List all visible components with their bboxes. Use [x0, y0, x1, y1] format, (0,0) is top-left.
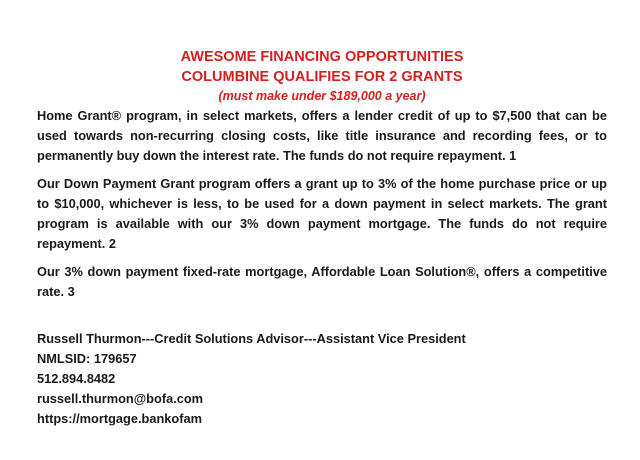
headline: AWESOME FINANCING OPPORTUNITIES	[180, 49, 464, 65]
advisor-name-title: Russell Thurmon---Credit Solutions Advisor---Assistant Vice President	[37, 331, 466, 346]
email-address[interactable]: russell.thurmon@bofa.com	[37, 391, 204, 406]
down-payment-grant-paragraph: Our Down Payment Grant program offers a grant up to 3% of the home purchase price or up to $10,000, whichever is less, to be used for a down payment in select markets. The grant program is available with our 3% down payment mortgage. The funds do not require repayment. 2	[37, 176, 607, 251]
flyer	[37, 47, 607, 429]
home-grant-paragraph: Home Grant® program, in select markets, offers a lender credit of up to $7,500 that can be used towards non-recurring closing costs, like title insurance and recording fees, or to permanently buy down the interest rate. The funds do not require repayment. 1	[37, 108, 607, 163]
income-note: (must make under $189,000 a year)	[218, 89, 426, 103]
nmls-id: NMLSID: 179657	[37, 351, 137, 366]
website-link[interactable]: https://mortgage.bankofam	[37, 411, 202, 426]
grants-headline: COLUMBINE QUALIFIES FOR 2 GRANTS	[181, 69, 463, 85]
phone-number[interactable]: 512.894.8482	[37, 371, 116, 386]
mortgage-paragraph: Our 3% down payment fixed-rate mortgage, Affordable Loan Solution®, offers a competitive rate. 3	[37, 264, 607, 299]
contact-block	[37, 329, 607, 429]
